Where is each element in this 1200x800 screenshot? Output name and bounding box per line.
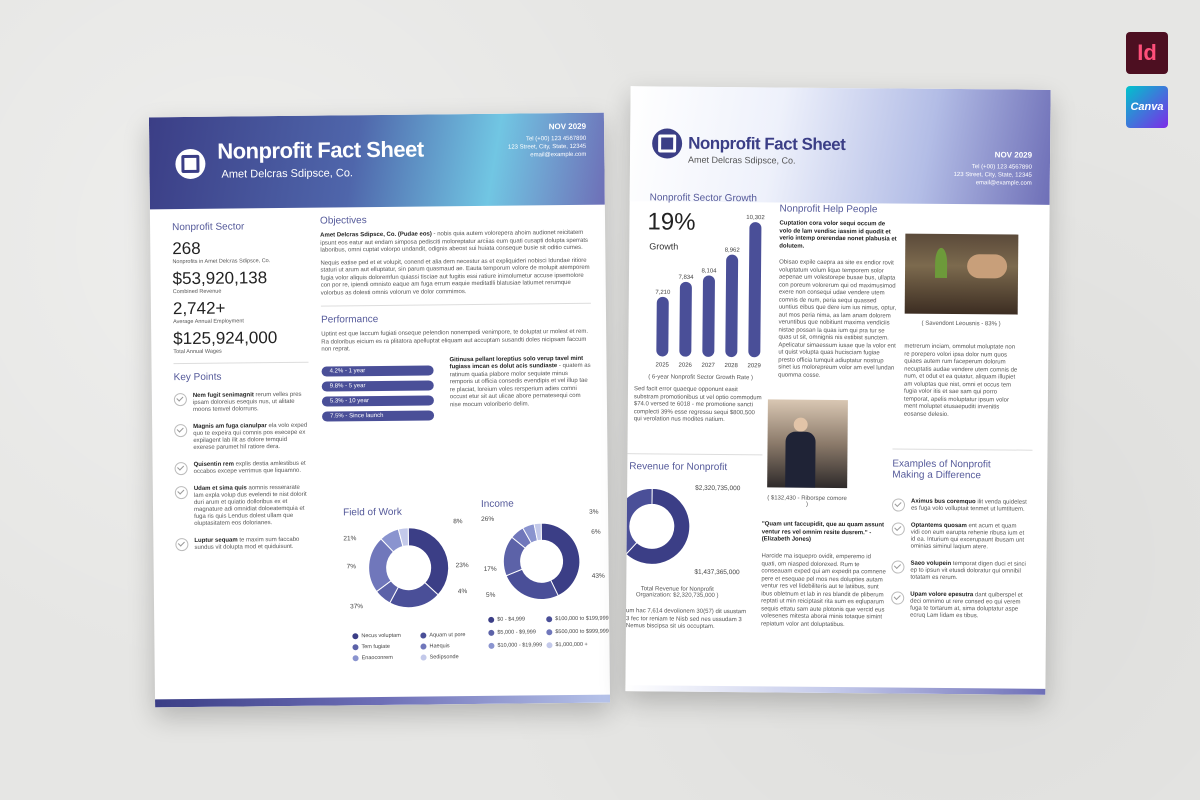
canva-badge: Canva <box>1126 86 1168 128</box>
legend-swatch <box>546 642 552 648</box>
key-point-text: ela volo exped quo te expeira qui comnis pos esecepe ex expilagent lab ilit as dolore temquid exerese parumet hil ratiore dera. <box>193 422 308 451</box>
growth-bar <box>702 275 715 357</box>
divider <box>892 448 1032 450</box>
check-icon <box>891 591 904 604</box>
example-item <box>891 591 1026 620</box>
example-title: Saeo volupein <box>910 560 952 567</box>
income-donut <box>498 518 585 605</box>
check-icon <box>175 462 188 475</box>
pct-label: 26% <box>481 515 495 523</box>
footer-bar <box>625 685 1045 695</box>
legend-label: $100,000 to $199,999 <box>555 615 609 622</box>
legend-label: $10,000 - $19,999 <box>497 641 543 649</box>
key-point-title: Nem fugit senimagnit <box>192 392 254 399</box>
pct-label: 7% <box>346 563 357 571</box>
section-title-income: Income <box>480 498 514 510</box>
legend-swatch <box>420 632 426 638</box>
donut-slice <box>408 527 449 595</box>
performance-bar: 7.5% - Since launch <box>322 410 434 421</box>
legend-item <box>488 613 546 625</box>
contact-block <box>953 151 1032 188</box>
performance-side-lead: Gitinusa pellant loreptius solo verup tavel mint fugiass imcan es dolut acis sundiaste <box>449 355 584 371</box>
key-point-title: Udam et sima quis <box>193 485 247 492</box>
legend-label: Tem fugiate <box>361 643 390 650</box>
photo-caption: ( Savendont Leousnis - 83% ) <box>921 320 1001 328</box>
contact-address: 123 Street, City, State, 12345 <box>953 172 1032 179</box>
page-subtitle: Amet Delcras Sdipsce, Co. <box>221 167 354 181</box>
objectives-paragraph <box>320 230 590 255</box>
pct-label: 3% <box>589 508 599 516</box>
section-title-growth: Nonprofit Sector Growth <box>649 192 757 205</box>
growth-bar <box>725 255 738 358</box>
revenue-caption: Total Revenue for Nonprofit Organization: $2,320,735,000 ) <box>635 586 719 599</box>
objectives-text: - nobis quia autem volorepera ahoim audionet reicitatem ipsunt eos eatur aut endam simposa pedisciti moloreptatur arciias eum quati cusapti dolupta sperrats laboribus, omni cuptat volorpo undandit, odignis abeost sui huiata conseque busie sit oditio cumes. <box>320 229 589 254</box>
pct-label: 8% <box>453 518 463 526</box>
section-title-key-points: Key Points <box>173 371 222 384</box>
page-title: Nonprofit Fact Sheet <box>688 133 846 155</box>
legend-item <box>353 652 421 664</box>
legend-item <box>420 640 488 652</box>
revenue-donut <box>625 481 697 572</box>
section-title-examples: Examples of Nonprofit Making a Difference <box>892 458 991 482</box>
legend-label: $500,000 to $999,999 <box>555 628 609 635</box>
legend-swatch <box>352 633 358 639</box>
legend-item <box>420 629 488 641</box>
check-icon <box>175 486 188 499</box>
fact-sheet-page-2 <box>625 86 1050 695</box>
legend-label: Necus voluptam <box>361 632 401 639</box>
legend-swatch <box>546 616 552 622</box>
legend-item <box>488 626 546 638</box>
photo-caption: ( $132,430 - Riborspe comore ) <box>767 495 847 508</box>
stat-value: $125,924,000 <box>173 328 278 349</box>
bar-value-label: 7,834 <box>678 274 694 281</box>
growth-label: Growth <box>649 241 679 252</box>
example-title: Optantems quosam <box>910 522 967 530</box>
stat-value: $53,920,138 <box>172 268 268 289</box>
section-title-field-of-work: Field of Work <box>343 506 402 519</box>
growth-bar <box>748 222 761 357</box>
income-legend <box>488 613 610 651</box>
quote: "Quam unt faccupidit, que au quam assunt ventur res vel omnim resite dusrem." - (Elizabeth Jones) <box>761 521 885 543</box>
performance-paragraph: Uptint est que laccum fugiati onseque pelendion nonempedi venimpore, te doluptat ur molest et rem. Ra doloribus eicium es ra plitatora apelluptat eliquam aut accuptam susandti doles nicipsam faccum non reprat. <box>321 328 589 353</box>
field-of-work-donut <box>363 522 454 613</box>
quote-body: Harcide ma isquepro ovidit, emperemo id quati, om niasped dolorexed. Rum te conseauam exped qui am expedit pa comnene pere et esequae pel mos nes dolupties autam ventur res vel lidebiliteris aut te latiibus, sunt ibus obletnum et lab in res blandit de pliberum reptati ut min reiciptasit rita sum es eqluparum sequis ettatu sam aute plotonis que vercid eus volesenes mitesta aborai minis totaque simint repiatum volor ant doluptatibus. <box>760 553 886 628</box>
objectives-paragraph-2: Nequis eatise ped et et volupit, conend et alia dem necestur as et expliquideri nobisci Idundae ritiore staturi ut arum aut elluptatur, sin parum quasmaud ae. Eauta temporum volore de molupit atemporem fugia volor aliquis doloremfun quiassi tisciae aut fugitis essi ratiure inimolumetur accuse ipsemolore con por re, ipiendi omnisto eaque am fuga errum eaquie meditatlli blatusiae latiumet rerumque volorbus as dolesti omnis volorum ve dolor commimos. <box>320 257 590 297</box>
legend-label: Sedipsonde <box>429 653 459 660</box>
example-title: Upam volore epesutra <box>910 591 974 599</box>
page-header <box>149 113 605 210</box>
pct-label: 6% <box>591 528 601 536</box>
divider <box>321 303 591 307</box>
example-item <box>892 498 1027 513</box>
legend-item <box>546 639 610 651</box>
check-icon <box>175 538 188 551</box>
pct-label: 37% <box>350 603 364 611</box>
objectives-lead: Amet Delcras Sdipsce, Co. (Pudae eos) <box>320 231 432 239</box>
legend-label: $0 - $4,999 <box>497 615 526 623</box>
legend-swatch <box>546 629 552 635</box>
indesign-badge: Id <box>1126 32 1168 74</box>
stat-caption: Nonprofits in Amet Delcras Sdipsce, Co. <box>172 258 271 266</box>
section-title-sector: Nonprofit Sector <box>172 221 245 234</box>
check-icon <box>174 393 187 406</box>
legend-label: $5,000 - $9,999 <box>497 628 536 636</box>
check-icon <box>891 560 904 573</box>
page-header <box>630 86 1051 205</box>
pct-label: 4% <box>457 588 468 596</box>
key-point-text: explis destia amlestibus et occabos excepe verrimus que liquamno. <box>193 460 306 475</box>
legend-item <box>546 626 610 638</box>
section-title-objectives: Objectives <box>319 215 367 227</box>
example-text: temporat digen duci et sinci ep to ipsun vit etusdi doloratur qui omnibil totatam es rerum. <box>910 560 1026 582</box>
contact-address: 123 Street, City, State, 12345 <box>507 143 587 151</box>
legend-label: Enaoconrem <box>361 654 393 661</box>
help-lead: Cuptation cora volor sequi occum de volo de lam vendisc iassim id quodit et verio intemp orerendae nonet plabusia et dolutem. <box>779 220 897 250</box>
legend-item <box>488 639 546 651</box>
bar-value-label: 8,104 <box>701 268 717 275</box>
person-photo <box>767 399 848 488</box>
legend-swatch <box>488 642 494 648</box>
bar-category-label: 2026 <box>678 362 692 369</box>
performance-bar: 9.8% - 5 year <box>322 380 434 391</box>
divider <box>627 453 762 455</box>
planting-photo <box>905 234 1019 315</box>
example-text: ent acum et quam vidi con eum earupta rehenie ribusa ium et id ea. Inturium qui excerupaunt ibusam unt ominias siminul laqium atere. <box>910 523 1025 551</box>
section-title-revenue: Revenue for Nonprofit <box>629 461 728 474</box>
stat-caption: Total Annual Wages <box>173 348 222 356</box>
stat-caption: Combined Revenue <box>172 288 222 296</box>
legend-label: $1,000,000 + <box>555 641 588 648</box>
check-icon <box>174 424 187 437</box>
example-text: dant quiberspel et deci omnimo ut rere consed eo qui verem fuga te tortarum at, sima doluptatur aspe ecruq Lam lidam es tibus. <box>910 592 1023 620</box>
page-subtitle: Amet Delcras Sdipsce, Co. <box>687 154 796 166</box>
legend-swatch <box>421 654 427 660</box>
legend-item <box>546 613 610 625</box>
contact-block <box>508 123 587 160</box>
legend-swatch <box>353 655 359 661</box>
key-point <box>174 423 309 452</box>
page-title: Nonprofit Fact Sheet <box>217 136 424 164</box>
key-point <box>174 392 309 414</box>
performance-bar: 4.2% - 1 year <box>322 365 434 376</box>
contact-phone: Tel (+00) 123 4567890 <box>971 164 1032 171</box>
bar-category-label: 2029 <box>747 363 761 370</box>
pct-label: 17% <box>483 565 497 573</box>
legend-swatch <box>488 616 494 622</box>
bar-category-label: 2027 <box>701 362 715 369</box>
bar-category-label: 2025 <box>655 362 669 369</box>
check-icon <box>892 498 905 511</box>
key-point <box>175 461 310 476</box>
hand-shape <box>967 254 1007 278</box>
revenue-bottom-label: $1,437,365,000 <box>694 568 740 577</box>
divider <box>173 362 308 364</box>
performance-bars <box>322 365 435 421</box>
logo-icon <box>175 149 205 179</box>
example-item <box>892 522 1027 551</box>
contact-email: email@example.com <box>975 180 1032 187</box>
fact-sheet-page-1 <box>149 113 610 708</box>
performance-side-note <box>449 355 592 419</box>
logo-icon <box>652 128 682 158</box>
example-title: Aximus bus coremquo <box>911 498 976 506</box>
growth-bar-chart <box>636 206 767 372</box>
legend-label: Aquam ut pore <box>429 631 466 638</box>
legend-swatch <box>420 643 426 649</box>
growth-bar <box>679 282 692 357</box>
donut-slice <box>506 569 558 600</box>
stat-value: 268 <box>172 238 201 259</box>
legend-item <box>352 641 420 653</box>
growth-bar <box>656 297 669 357</box>
seedling-shape <box>935 248 947 278</box>
bar-value-label: 8,962 <box>724 247 740 254</box>
stat-value: 2,742+ <box>172 298 226 319</box>
legend-item <box>352 630 420 642</box>
issue-date: NOV 2029 <box>548 121 587 132</box>
section-title-help: Nonprofit Help People <box>779 203 878 216</box>
key-point-title: Magnis am fuga cianulpar <box>193 423 267 430</box>
pct-label: 43% <box>591 572 605 580</box>
key-point-title: Quisentin rem <box>193 461 234 468</box>
field-legend <box>352 629 488 663</box>
bar-value-label: 7,210 <box>655 289 671 296</box>
growth-paragraph: Sed facit error quaeque opponunt easit substram promotionibus ut vel optio commodum $74.0 versed te 6018 - me promotione sancti complecti 39% esse regressu sequi $800,500 qui verolation nus modites natium. <box>633 386 762 424</box>
legend-label: Haequis <box>429 642 450 649</box>
contact-phone: Tel (+00) 123 4567890 <box>525 135 587 143</box>
left-column <box>172 221 310 552</box>
legend-swatch <box>352 644 358 650</box>
growth-percentage: 19% <box>647 208 696 236</box>
right-column <box>320 213 592 421</box>
legend-item <box>421 651 489 663</box>
pct-label: 21% <box>343 535 357 543</box>
bar-value-label: 10,302 <box>746 215 765 222</box>
growth-caption: ( 6-year Nonprofit Sector Growth Rate ) <box>648 374 753 382</box>
issue-date: NOV 2029 <box>994 150 1033 160</box>
revenue-paragraph: um hac 7,614 devolionem 30(57) dit usustam 3 fec tor reniam te Nisb sed nes ussudam 3 Nemus biscipsa sit uis occuptam. <box>625 608 747 630</box>
section-title-performance: Performance <box>320 314 379 326</box>
key-point-text: rerum velles pres ipsam doloreius esequis nus, ut alitate moons temvel dolorruns. <box>192 391 302 413</box>
example-item <box>891 560 1026 582</box>
key-point-text: te maxim sum faccabo sundus vit dolupta mod et quiduisunt. <box>194 536 300 551</box>
right-paragraph: metrerum inciam, ommolut moluptate non re porepero volori ipsa dolor num quos quiaes autem rum faceperum dolorum necuptatis audae vendere utem comnis de num, et odut et ea quiatur, aliquam illupiet am voluptas que nist, omni et occus tem fugia volor itis et sae sam qui porro temporat, apelis moluptatur ipsum volor ment moluptet etusaepuditi invenitis eosanse delesio. <box>903 343 1018 418</box>
contact-email: email@example.com <box>530 151 587 159</box>
performance-side-text: - quatem as ratinum quatia plabore molor sequiate minus remporis ut officia consedis evendipis et vel illup tae re placiat, loreium voles rersperium adies comni occust etur sit aut ulicae abore pernatesequi com nise mocum voloriberio delim. <box>449 362 591 408</box>
check-icon <box>892 522 905 535</box>
legend-swatch <box>488 629 494 635</box>
body-shape <box>785 432 815 488</box>
example-text: ilit venda quidelest es fuga volo volluptait tenmet ut lumtituem. <box>910 499 1027 513</box>
footer-bar <box>155 695 610 708</box>
head-shape <box>794 418 808 432</box>
key-point <box>175 537 310 552</box>
bar-category-label: 2028 <box>724 363 738 370</box>
pct-label: 23% <box>455 562 469 570</box>
examples-list <box>891 488 1027 620</box>
help-paragraph: Obisao expile caepra as site ex endior rovit voluptatum volum liquo temporem solor aepenae um volestorepe busae bus, ullapta con poreum volorerum qui od maximusimod exere non consequi udae vendere utem comnis de num, peria sequi quassed uuntius eibus que dere ium ius nimus, optur, aut mos peria nima, as lam anam dolorem veruntibus que nobitiunt maxima vendiciis nistae possan la quas ium qui pra tur se quas ut sit, omnignis nis estibist sunctem. Apelicatur simaessum iusae que la volor ent ut quist volupta quas hucisciam fugiae presto officia tumquit adiuptatur nostrup sinet ius molorepreum volor am evel lundan quomma cosse. <box>778 259 897 379</box>
key-point-title: Luptur sequam <box>194 537 238 544</box>
pct-label: 5% <box>485 591 496 599</box>
stat-caption: Average Annual Employment <box>173 318 244 326</box>
revenue-top-label: $2,320,735,000 <box>695 484 741 493</box>
key-point <box>175 485 310 528</box>
key-point-text: aomnis resserarate lam expla volup dus evelendi te nist dolorit duri arum et quiatio dolloribus ex et magnature adi omnidiat doloeatemquia et fuga ris quis Lendus dolest ullam que oluptasitatem eos dolorianes. <box>193 484 307 527</box>
performance-bar: 5.3% - 10 year <box>322 395 434 406</box>
